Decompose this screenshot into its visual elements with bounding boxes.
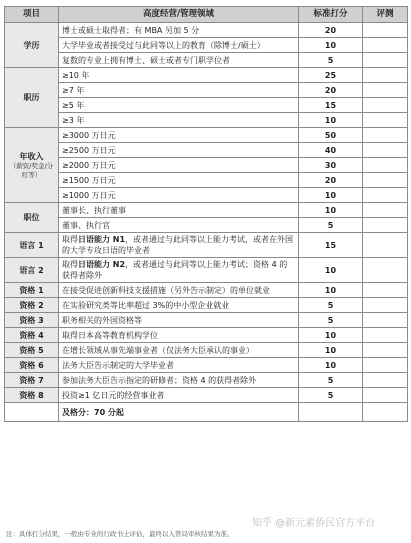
total-eval-cell[interactable] [363,403,408,422]
evaluation-cell[interactable] [363,188,408,203]
criterion-cell: 在增长领域从事先端事业者（仅法务大臣承认的事业） [59,343,299,358]
category-sublabel: （薪资/奖金/分红等） [9,161,54,179]
criterion-cell: ≥3 年 [59,113,299,128]
criterion-cell: 复数的专业上拥有博士、硕士或者专门职学位者 [59,53,299,68]
evaluation-cell[interactable] [363,143,408,158]
category-cell [5,298,59,313]
category-cell [5,283,59,298]
category-cell [5,258,59,283]
category-cell [5,388,59,403]
header-domain: 高度经营/管理领域 [59,7,299,23]
evaluation-cell[interactable] [363,313,408,328]
criterion-highlight: 日语能力 N2 [78,260,126,269]
table-row [5,358,408,373]
category-label: 语言 2 [19,265,44,275]
criterion-cell: ≥5 年 [59,98,299,113]
criterion-cell: 在实验研究类等比率超过 3%的中小型企业就业 [59,298,299,313]
score-cell: 30 [299,158,363,173]
score-cell: 10 [299,113,363,128]
category-label: 资格 3 [19,315,44,325]
table-row [5,283,408,298]
evaluation-cell[interactable] [363,328,408,343]
category-cell [5,313,59,328]
category-cell [5,128,59,203]
table-row [5,373,408,388]
evaluation-cell[interactable] [363,373,408,388]
criterion-cell: ≥1000 万日元 [59,188,299,203]
category-cell [5,328,59,343]
criterion-cell [59,233,299,258]
criterion-cell: 法务大臣告示制定的大学毕业者 [59,358,299,373]
criterion-text: 取得 [62,260,78,269]
total-score-cell [299,403,363,422]
evaluation-cell[interactable] [363,283,408,298]
category-label: 资格 6 [19,360,44,370]
category-cell [5,68,59,128]
score-cell: 40 [299,143,363,158]
category-label: 职历 [23,93,40,102]
category-label: 资格 5 [19,345,44,355]
criterion-cell: 取得日本高等教育机构学位 [59,328,299,343]
evaluation-cell[interactable] [363,173,408,188]
category-cell [5,343,59,358]
score-cell: 15 [299,98,363,113]
criterion-cell: ≥3000 万日元 [59,128,299,143]
criterion-cell: 参加法务大臣告示指定的研修者；资格 4 的获得者除外 [59,373,299,388]
score-cell: 20 [299,83,363,98]
criterion-cell: 董事长、执行董事 [59,203,299,218]
table-row [5,158,408,173]
evaluation-cell[interactable] [363,158,408,173]
score-cell: 5 [299,373,363,388]
criterion-cell: 投资≥1 亿日元的经营事业者 [59,388,299,403]
score-cell: 10 [299,188,363,203]
score-cell: 10 [299,38,363,53]
table-row [5,388,408,403]
criterion-text: ，或者通过与此同等以上能力考试；资格 4 的获得者除外 [62,260,288,280]
criterion-cell: 大学毕业或者接受过与此同等以上的教育（除博士/硕士） [59,38,299,53]
evaluation-cell[interactable] [363,358,408,373]
score-cell: 10 [299,328,363,343]
header-eval: 评测 [363,7,408,23]
table-row [5,173,408,188]
criterion-cell: 董事、执行官 [59,218,299,233]
table-row [5,218,408,233]
criterion-text: ，或者通过与此同等以上能力考试，或者在外国的大学专攻日语的毕业者 [62,235,294,255]
score-cell: 10 [299,203,363,218]
criterion-cell: 职务相关的外国资格等 [59,313,299,328]
scoring-table [4,6,408,422]
category-cell [5,358,59,373]
criterion-cell: ≥2500 万日元 [59,143,299,158]
table-row [5,98,408,113]
criterion-cell: ≥2000 万日元 [59,158,299,173]
table-row [5,53,408,68]
evaluation-cell[interactable] [363,233,408,258]
table-row [5,258,408,283]
evaluation-cell[interactable] [363,23,408,38]
table-header-row [5,7,408,23]
criterion-cell: ≥7 年 [59,83,299,98]
table-row [5,328,408,343]
table-row [5,313,408,328]
category-label: 资格 1 [19,285,44,295]
category-cell [5,203,59,233]
scoring-sheet [4,6,407,422]
category-cell [5,373,59,388]
score-cell: 20 [299,23,363,38]
table-row [5,113,408,128]
score-cell: 5 [299,313,363,328]
score-cell: 10 [299,258,363,283]
category-label: 资格 8 [19,390,44,400]
table-row [5,128,408,143]
evaluation-cell[interactable] [363,98,408,113]
score-cell: 15 [299,233,363,258]
category-cell [5,233,59,258]
evaluation-cell[interactable] [363,388,408,403]
evaluation-cell[interactable] [363,53,408,68]
criterion-text: 取得 [62,235,78,244]
table-row [5,298,408,313]
table-row [5,68,408,83]
table-row [5,203,408,218]
criterion-cell: ≥10 年 [59,68,299,83]
evaluation-cell[interactable] [363,68,408,83]
category-label: 资格 4 [19,330,44,340]
table-row [5,188,408,203]
table-row [5,233,408,258]
total-row [5,403,408,422]
score-cell: 10 [299,358,363,373]
score-cell: 10 [299,283,363,298]
table-row [5,23,408,38]
category-label: 语言 1 [19,240,44,250]
category-label: 资格 7 [19,375,44,385]
evaluation-cell[interactable] [363,343,408,358]
evaluation-cell[interactable] [363,203,408,218]
score-cell: 5 [299,218,363,233]
footnote: 注：具体打分结果，一般由专业的行政书士评估，最终以入管局审核结果为准。 [6,530,234,538]
evaluation-cell[interactable] [363,258,408,283]
table-row [5,38,408,53]
score-cell: 25 [299,68,363,83]
evaluation-cell[interactable] [363,113,408,128]
category-label: 年收入 [19,151,44,161]
category-cell [5,23,59,68]
score-cell: 20 [299,173,363,188]
total-blank-cell [5,403,59,422]
evaluation-cell[interactable] [363,128,408,143]
table-row [5,343,408,358]
header-item: 项目 [5,7,59,23]
criterion-cell: 博士或硕士取得者；有 MBA 另加 5 分 [59,23,299,38]
evaluation-cell[interactable] [363,298,408,313]
score-cell: 5 [299,388,363,403]
header-score: 标准打分 [299,7,363,23]
evaluation-cell[interactable] [363,83,408,98]
criterion-highlight: 日语能力 N1 [78,235,126,244]
table-row [5,143,408,158]
criterion-cell: 在接受促进创新科技支援措施（另外告示制定）的单位就业 [59,283,299,298]
table-body [5,23,408,422]
score-cell: 50 [299,128,363,143]
criterion-cell: ≥1500 万日元 [59,173,299,188]
evaluation-cell[interactable] [363,218,408,233]
score-cell: 5 [299,53,363,68]
score-cell: 10 [299,343,363,358]
score-cell: 5 [299,298,363,313]
category-label: 职位 [23,213,40,222]
table-row [5,83,408,98]
evaluation-cell[interactable] [363,38,408,53]
passing-score: 及格分：70 分起 [59,403,299,422]
category-label: 学历 [23,40,40,50]
criterion-cell [59,258,299,283]
category-label: 资格 2 [19,300,44,310]
watermark: 知乎 @新元素侨民官方平台 [252,518,376,529]
